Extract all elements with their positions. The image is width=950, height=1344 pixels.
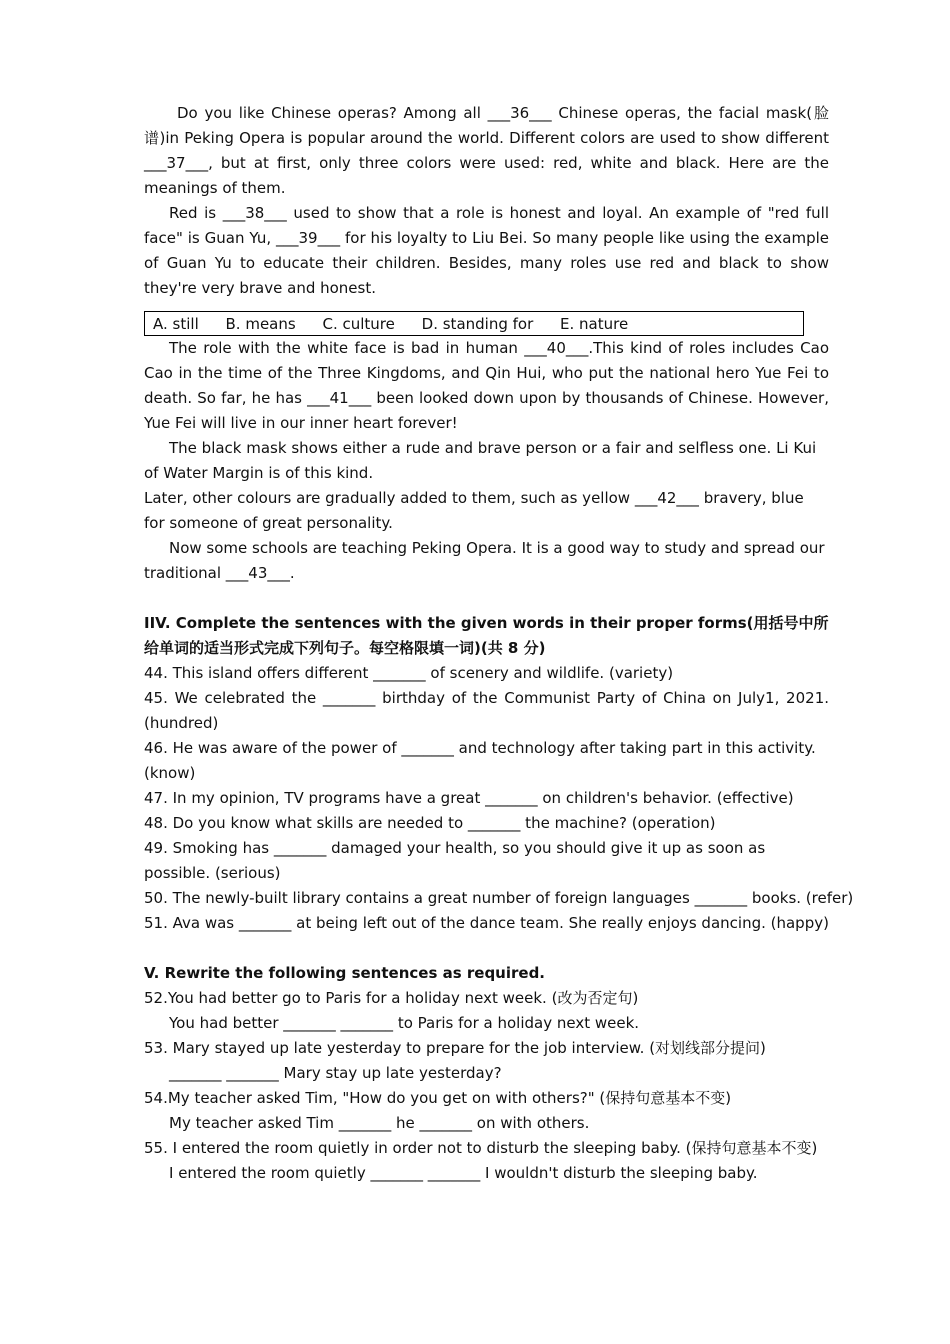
option-e: E. nature [560,315,629,333]
rewrite-answer: My teacher asked Tim _______ he _______ on with others. [169,1114,590,1132]
paragraph-6: Now some schools are teaching Peking Opera. It is a good way to study and spread our traditional ___43___. [144,539,825,582]
paragraph-3: The role with the white face is bad in human ___40___.This kind of roles includes Cao Cao in the time of the Three Kingdoms, and Qin Hui, who put the national hero Yue Fei to death. So far, he has ___41___ been looked down upon by thousands of Chinese. However, Yue Fei will live in our inner heart forever! [144,339,829,432]
section-4-heading: IIV. Complete the sentences with the given words in their proper forms(用括号中所给单词的适当形式完成下列句子。每空格限填一词)(共 8 分) [144,614,829,657]
rewrite-question: 53. Mary stayed up late yesterday to prepare for the job interview. (对划线部分提问) [144,1039,766,1057]
word-bank [144,311,804,336]
list-item: 44. This island offers different _______ of scenery and wildlife. (variety) [144,664,674,682]
paragraph-2: Red is ___38___ used to show that a role is honest and loyal. An example of "red full face" is Guan Yu, ___39___ for his loyalty to Liu Bei. So many people like using the example of Guan Yu to educate their children. Besides, many roles use red and black to show they're very brave and honest. [144,204,829,297]
list-item: 46. He was aware of the power of _______ and technology after taking part in this activity. (know) [144,739,816,782]
rewrite-answer: I entered the room quietly _______ _______ I wouldn't disturb the sleeping baby. [169,1164,758,1182]
option-c: C. culture [322,315,395,333]
rewrite-question: 55. I entered the room quietly in order not to disturb the sleeping baby. (保持句意基本不变) [144,1139,818,1157]
worksheet-page [144,101,854,1186]
list-item: 48. Do you know what skills are needed to _______ the machine? (operation) [144,814,716,832]
rewrite-answer: You had better _______ _______ to Paris for a holiday next week. [169,1014,640,1032]
list-item: 45. We celebrated the _______ birthday of the Communist Party of China on July1, 2021. (hundred) [144,689,829,732]
paragraph-5: Later, other colours are gradually added to them, such as yellow ___42___ bravery, blue for someone of great personality. [144,489,804,532]
option-a: A. still [153,315,199,333]
list-item: 50. The newly-built library contains a great number of foreign languages _______ books. (refer) [144,889,854,907]
option-b: B. means [225,315,296,333]
section-5-heading: V. Rewrite the following sentences as required. [144,964,546,982]
list-item: 49. Smoking has _______ damaged your health, so you should give it up as soon as possible. (serious) [144,839,766,882]
rewrite-answer: _______ _______ Mary stay up late yesterday? [169,1064,502,1082]
option-d: D. standing for [421,315,534,333]
paragraph-4: The black mask shows either a rude and brave person or a fair and selfless one. Li Kui of Water Margin is of this kind. [144,439,817,482]
rewrite-question: 52.You had better go to Paris for a holiday next week. (改为否定句) [144,989,639,1007]
rewrite-question: 54.My teacher asked Tim, "How do you get on with others?" (保持句意基本不变) [144,1089,732,1107]
list-item: 51. Ava was _______ at being left out of the dance team. She really enjoys dancing. (happy) [144,914,829,932]
paragraph-1: Do you like Chinese operas? Among all ___36___ Chinese operas, the facial mask(脸谱)in Peking Opera is popular around the world. Different colors are used to show different ___37___, but at first, only three colors were used: red, white and black. Here are the meanings of them. [144,104,829,197]
list-item: 47. In my opinion, TV programs have a great _______ on children's behavior. (effective) [144,789,794,807]
